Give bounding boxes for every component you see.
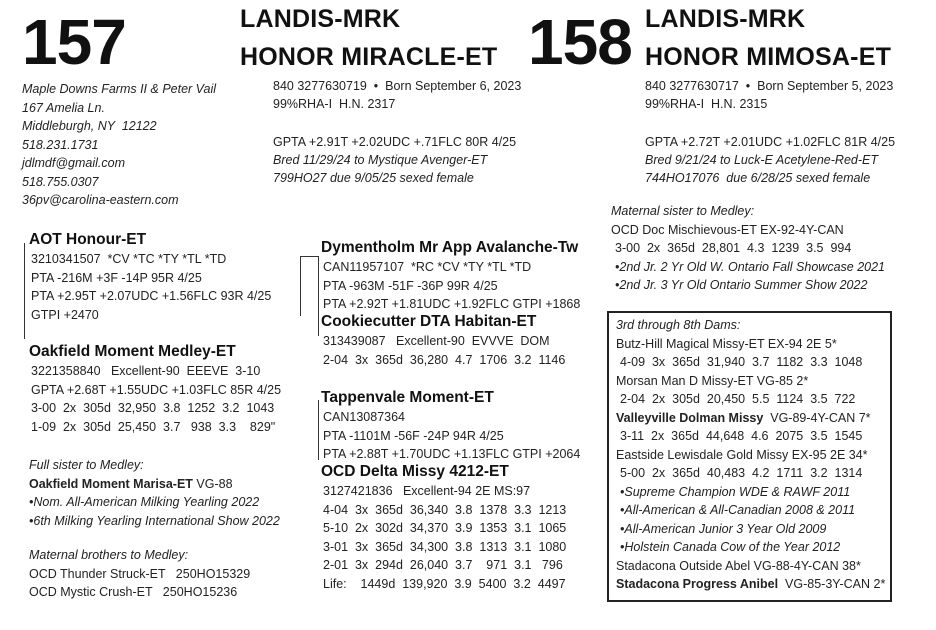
pedigree-connector bbox=[300, 256, 301, 316]
maternal-brothers-heading: Maternal brothers to Medley: bbox=[29, 548, 189, 562]
second-dam-name: Cookiecutter DTA Habitan-ET bbox=[321, 313, 537, 330]
consigner-info bbox=[22, 80, 216, 210]
lot-158-rha: 99%RHA-I H.N. 2315 bbox=[645, 97, 768, 111]
sire-of-dam-block bbox=[321, 238, 580, 314]
pedigree-bracket-sire bbox=[24, 243, 25, 339]
third-dam-line: 3-01 3x 365d 34,300 3.8 1313 3.1 1080 bbox=[323, 539, 567, 554]
ancestor-dam-award: •Holstein Canada Cow of the Year 2012 bbox=[620, 540, 841, 554]
ancestor-dam-score: EX-94 2E 5* bbox=[767, 336, 837, 351]
ancestor-dam-name: Stadacona Progress Anibel bbox=[616, 577, 779, 591]
lot-157-reg: 840 3277630719 • Born September 6, 2023 bbox=[273, 79, 522, 93]
full-sister-score: VG-88 bbox=[196, 476, 233, 491]
consigner-address: 167 Amelia Ln. bbox=[22, 100, 105, 115]
pedigree-connector bbox=[318, 400, 319, 460]
full-sister-name: Oakfield Moment Marisa-ET bbox=[29, 476, 193, 491]
second-dam-block bbox=[321, 312, 565, 369]
maternal-brother: OCD Thunder Struck-ET 250HO15329 bbox=[29, 566, 251, 581]
third-dam-line: 3127421836 Excellent-94 2E MS:97 bbox=[323, 484, 531, 498]
ancestor-dam-award: •Supreme Champion WDE & RAWF 2011 bbox=[620, 484, 851, 499]
ancestor-dam-score: VG-89-4Y-CAN 7* bbox=[770, 410, 871, 425]
sire-of-second-dam-line: CAN13087364 bbox=[323, 410, 406, 424]
ancestor-dam-name: Stadacona Outside Abel bbox=[616, 558, 751, 573]
consigner-phone-1: 518.231.1731 bbox=[22, 137, 99, 152]
consigner-email-1[interactable]: jdlmdf@gmail.com bbox=[22, 156, 125, 170]
dams-box-content bbox=[616, 316, 885, 594]
ancestor-dam-name: Eastside Lewisdale Gold Missy bbox=[616, 447, 789, 462]
ancestor-dam-score: VG-88-4Y-CAN 38* bbox=[753, 558, 861, 573]
lot-157-name-line2: HONOR MIRACLE-ET bbox=[240, 43, 498, 71]
consigner-phone-2: 518.755.0307 bbox=[22, 174, 99, 189]
third-dam-block bbox=[321, 462, 566, 593]
sire-line: 3210341507 *CV *TC *TY *TL *TD bbox=[31, 252, 227, 266]
dam-line: 1-09 2x 305d 25,450 3.7 938 3.3 829" bbox=[31, 419, 276, 434]
sire-of-dam-line: CAN11957107 *RC *CV *TY *TL *TD bbox=[323, 260, 532, 274]
sire-line: PTA +2.95T +2.07UDC +1.56FLC 93R 4/25 bbox=[31, 289, 272, 303]
maternal-sister-name: OCD Doc Mischievous-ET EX-92-4Y-CAN bbox=[611, 222, 844, 237]
ancestor-dam-award: •All-American & All-Canadian 2008 & 2011 bbox=[620, 503, 856, 517]
third-dam-line: 4-04 3x 365d 36,340 3.8 1378 3.3 1213 bbox=[323, 502, 567, 517]
full-sister-note: •Nom. All-American Milking Yearling 2022 bbox=[29, 495, 260, 509]
sire-block bbox=[29, 230, 271, 324]
lot-158-name-line1: LANDIS-MRK bbox=[645, 5, 806, 33]
lot-157-gpta: GPTA +2.91T +2.02UDC +.71FLC 80R 4/25 bbox=[273, 135, 517, 149]
consigner-city: Middleburgh, NY 12122 bbox=[22, 119, 157, 133]
lot-158-reg: 840 3277630717 • Born September 5, 2023 bbox=[645, 79, 894, 93]
full-sister-block bbox=[29, 456, 280, 530]
lot-157-number: 157 bbox=[22, 6, 126, 78]
ancestor-dam-award: •All-American Junior 3 Year Old 2009 bbox=[620, 521, 827, 536]
sire-line: PTA -216M +3F -14P 95R 4/25 bbox=[31, 270, 202, 285]
lot-158-due: 744HO17076 due 6/28/25 sexed female bbox=[645, 171, 871, 185]
maternal-sister-award: •2nd Jr. 3 Yr Old Ontario Summer Show 2022 bbox=[615, 278, 868, 292]
ancestor-dam bbox=[616, 409, 885, 428]
consigner-name: Maple Downs Farms II & Peter Vail bbox=[22, 82, 217, 96]
sire-line: GTPI +2470 bbox=[31, 307, 99, 322]
full-sister-note: •6th Milking Yearling International Show 2022 bbox=[29, 513, 280, 528]
lot-157-rha: 99%RHA-I H.N. 2317 bbox=[273, 97, 396, 111]
sire-of-dam-line: PTA -963M -51F -36P 99R 4/25 bbox=[323, 278, 498, 293]
sire-name: AOT Honour-ET bbox=[29, 231, 147, 248]
maternal-brother: OCD Mystic Crush-ET 250HO15236 bbox=[29, 585, 238, 599]
ancestor-dam-record: 3-11 2x 365d 44,648 4.6 2075 3.5 1545 bbox=[620, 429, 863, 443]
ancestor-dam-name: Butz-Hill Magical Missy-ET bbox=[616, 336, 765, 351]
maternal-sister-record: 3-00 2x 365d 28,801 4.3 1239 3.5 994 bbox=[615, 241, 852, 255]
full-sister-heading: Full sister to Medley: bbox=[29, 458, 144, 472]
dam-name: Oakfield Moment Medley-ET bbox=[29, 343, 236, 360]
ancestor-dam-score: EX-95 2E 34* bbox=[791, 447, 868, 462]
sire-of-dam-name: Dymentholm Mr App Avalanche-Tw bbox=[321, 239, 579, 256]
lot-157-due: 799HO27 due 9/05/25 sexed female bbox=[273, 171, 474, 185]
ancestor-dam-score: VG-85-3Y-CAN 2* bbox=[785, 577, 886, 591]
ancestor-dam-name: Valleyville Dolman Missy bbox=[616, 410, 764, 425]
ancestor-dam-name: Morsan Man D Missy-ET bbox=[616, 373, 754, 388]
third-dam-name: OCD Delta Missy 4212-ET bbox=[321, 463, 509, 480]
pedigree-connector bbox=[318, 256, 319, 336]
maternal-sister-block bbox=[611, 202, 885, 295]
lot-158-number: 158 bbox=[528, 6, 632, 78]
maternal-sister-award: •2nd Jr. 2 Yr Old W. Ontario Fall Showcase 2021 bbox=[615, 259, 886, 274]
ancestor-dam-record: 4-09 3x 365d 31,940 3.7 1182 3.3 1048 bbox=[620, 355, 863, 369]
ancestor-dam-record: 5-00 2x 365d 40,483 4.2 1711 3.2 1314 bbox=[620, 466, 863, 480]
third-dam-lifetime: Life: 1449d 139,920 3.9 5400 3.2 4497 bbox=[323, 576, 566, 591]
pedigree-connector bbox=[300, 256, 318, 257]
lot-158-gpta: GPTA +2.72T +2.01UDC +1.02FLC 81R 4/25 bbox=[645, 135, 896, 149]
second-dam-line: 2-04 3x 365d 36,280 4.7 1706 3.2 1146 bbox=[323, 352, 566, 367]
full-sister-entry bbox=[29, 475, 280, 494]
lot-158-name-line2: HONOR MIMOSA-ET bbox=[645, 43, 892, 71]
dam-line: 3221358840 Excellent-90 EEEVE 3-10 bbox=[31, 364, 261, 378]
ancestor-dam bbox=[616, 372, 885, 391]
sire-of-second-dam-line: PTA +2.88T +1.70UDC +1.13FLC GTPI +2064 bbox=[323, 447, 581, 461]
lot-157-bred: Bred 11/29/24 to Mystique Avenger-ET bbox=[273, 153, 488, 167]
maternal-brothers-block bbox=[29, 546, 250, 602]
ancestor-dam bbox=[616, 446, 885, 465]
dams-box-heading: 3rd through 8th Dams: bbox=[616, 318, 741, 332]
dam-line: 3-00 2x 305d 32,950 3.8 1252 3.2 1043 bbox=[31, 401, 275, 415]
second-dam-line: 313439087 Excellent-90 EVVVE DOM bbox=[323, 334, 550, 348]
sire-of-second-dam-name: Tappenvale Moment-ET bbox=[321, 389, 494, 406]
maternal-sister-heading: Maternal sister to Medley: bbox=[611, 204, 755, 218]
ancestor-dam bbox=[616, 575, 885, 594]
ancestor-dam-record: 2-04 2x 305d 20,450 5.5 1124 3.5 722 bbox=[620, 392, 856, 406]
ancestor-dam bbox=[616, 335, 885, 354]
sire-of-second-dam-line: PTA -1101M -56F -24P 94R 4/25 bbox=[323, 428, 504, 443]
lot-157-name-line1: LANDIS-MRK bbox=[240, 5, 401, 33]
ancestor-dam bbox=[616, 557, 885, 576]
third-dam-line: 5-10 2x 302d 34,370 3.9 1353 3.1 1065 bbox=[323, 521, 567, 535]
dam-block bbox=[29, 342, 281, 436]
consigner-email-2[interactable]: 36pv@carolina-eastern.com bbox=[22, 193, 179, 207]
sire-of-second-dam-block bbox=[321, 388, 580, 464]
ancestor-dam-score: VG-85 2* bbox=[756, 373, 809, 388]
lot-158-bred: Bred 9/21/24 to Luck-E Acetylene-Red-ET bbox=[645, 153, 878, 167]
dam-line: GPTA +2.68T +1.55UDC +1.03FLC 85R 4/25 bbox=[31, 382, 282, 397]
third-dam-line: 2-01 3x 294d 26,040 3.7 971 3.1 796 bbox=[323, 558, 563, 572]
sire-of-dam-line: PTA +2.92T +1.81UDC +1.92FLC GTPI +1868 bbox=[323, 297, 581, 311]
